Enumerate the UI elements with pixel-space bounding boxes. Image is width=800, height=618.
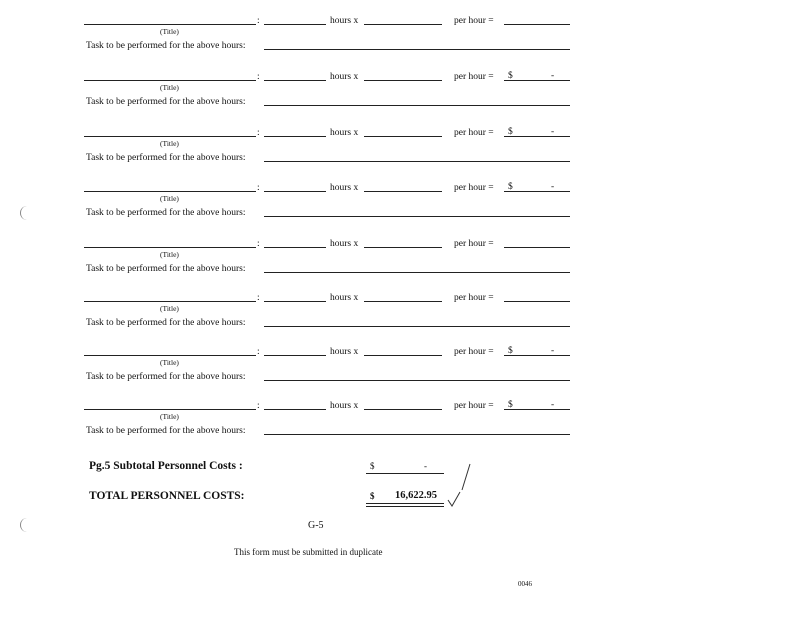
task-input-line[interactable]	[264, 161, 570, 162]
colon-separator: :	[257, 239, 260, 249]
rate-input-line[interactable]	[364, 355, 442, 356]
check-mark-icon	[440, 460, 476, 508]
colon-separator: :	[257, 72, 260, 82]
task-input-line[interactable]	[264, 49, 570, 50]
task-label: Task to be performed for the above hours:	[86, 264, 246, 274]
line-total-value: -	[551, 182, 555, 192]
title-input-line[interactable]	[84, 301, 256, 302]
colon-separator: :	[257, 401, 260, 411]
colon-separator: :	[257, 347, 260, 357]
page-number: G-5	[308, 520, 324, 531]
hours-input-line[interactable]	[264, 80, 326, 81]
subtotal-currency: $	[370, 461, 375, 471]
line-total-input-line[interactable]	[504, 355, 570, 356]
line-total-currency: $	[508, 400, 513, 410]
line-total-input-line[interactable]	[504, 24, 570, 25]
task-input-line[interactable]	[264, 272, 570, 273]
duplicate-note: This form must be submitted in duplicate	[234, 547, 383, 557]
per-hour-label: per hour =	[454, 183, 494, 193]
rate-input-line[interactable]	[364, 24, 442, 25]
title-caption: (Title)	[160, 27, 179, 36]
binder-hole-mark	[20, 206, 29, 220]
line-total-input-line[interactable]	[504, 409, 570, 410]
title-caption: (Title)	[160, 358, 179, 367]
hours-input-line[interactable]	[264, 301, 326, 302]
hours-label: hours x	[330, 347, 359, 357]
per-hour-label: per hour =	[454, 401, 494, 411]
line-total-input-line[interactable]	[504, 247, 570, 248]
colon-separator: :	[257, 293, 260, 303]
per-hour-label: per hour =	[454, 128, 494, 138]
hours-input-line[interactable]	[264, 24, 326, 25]
rate-input-line[interactable]	[364, 247, 442, 248]
subtotal-underline	[366, 473, 444, 474]
task-label: Task to be performed for the above hours:	[86, 97, 246, 107]
title-input-line[interactable]	[84, 191, 256, 192]
line-total-value: -	[551, 71, 555, 81]
line-total-input-line[interactable]	[504, 136, 570, 137]
personnel-row	[0, 287, 800, 341]
title-caption: (Title)	[160, 304, 179, 313]
personnel-row	[0, 341, 800, 395]
hours-input-line[interactable]	[264, 355, 326, 356]
document-stamp: 0046	[518, 580, 532, 588]
colon-separator: :	[257, 128, 260, 138]
line-total-input-line[interactable]	[504, 301, 570, 302]
rate-input-line[interactable]	[364, 136, 442, 137]
hours-input-line[interactable]	[264, 136, 326, 137]
title-input-line[interactable]	[84, 247, 256, 248]
hours-input-line[interactable]	[264, 247, 326, 248]
line-total-currency: $	[508, 71, 513, 81]
task-label: Task to be performed for the above hours:	[86, 208, 246, 218]
total-value: 16,622.95	[395, 490, 437, 501]
task-input-line[interactable]	[264, 105, 570, 106]
subtotal-label: Pg.5 Subtotal Personnel Costs :	[89, 460, 243, 472]
line-total-input-line[interactable]	[504, 80, 570, 81]
task-label: Task to be performed for the above hours:	[86, 153, 246, 163]
line-total-value: -	[551, 400, 555, 410]
title-caption: (Title)	[160, 139, 179, 148]
colon-separator: :	[257, 16, 260, 26]
line-total-currency: $	[508, 182, 513, 192]
hours-label: hours x	[330, 401, 359, 411]
title-caption: (Title)	[160, 412, 179, 421]
personnel-row	[0, 10, 800, 64]
rate-input-line[interactable]	[364, 191, 442, 192]
per-hour-label: per hour =	[454, 16, 494, 26]
hours-label: hours x	[330, 183, 359, 193]
task-label: Task to be performed for the above hours:	[86, 318, 246, 328]
task-label: Task to be performed for the above hours:	[86, 41, 246, 51]
personnel-row	[0, 395, 800, 449]
per-hour-label: per hour =	[454, 72, 494, 82]
personnel-row	[0, 66, 800, 120]
total-label: TOTAL PERSONNEL COSTS:	[89, 490, 245, 502]
task-input-line[interactable]	[264, 380, 570, 381]
rate-input-line[interactable]	[364, 80, 442, 81]
total-currency: $	[370, 491, 375, 501]
per-hour-label: per hour =	[454, 347, 494, 357]
personnel-row	[0, 233, 800, 287]
hours-label: hours x	[330, 128, 359, 138]
hours-label: hours x	[330, 293, 359, 303]
line-total-value: -	[551, 346, 555, 356]
task-label: Task to be performed for the above hours:	[86, 426, 246, 436]
task-input-line[interactable]	[264, 216, 570, 217]
hours-label: hours x	[330, 239, 359, 249]
title-input-line[interactable]	[84, 409, 256, 410]
hours-label: hours x	[330, 16, 359, 26]
task-input-line[interactable]	[264, 434, 570, 435]
title-input-line[interactable]	[84, 24, 256, 25]
title-caption: (Title)	[160, 250, 179, 259]
binder-hole-mark	[20, 518, 29, 532]
personnel-row	[0, 122, 800, 176]
line-total-input-line[interactable]	[504, 191, 570, 192]
title-input-line[interactable]	[84, 355, 256, 356]
total-underline-2	[366, 506, 444, 507]
title-caption: (Title)	[160, 83, 179, 92]
total-underline-1	[366, 503, 444, 504]
line-total-value: -	[551, 127, 555, 137]
title-caption: (Title)	[160, 194, 179, 203]
title-input-line[interactable]	[84, 136, 256, 137]
task-label: Task to be performed for the above hours:	[86, 372, 246, 382]
rate-input-line[interactable]	[364, 409, 442, 410]
per-hour-label: per hour =	[454, 293, 494, 303]
hours-input-line[interactable]	[264, 191, 326, 192]
colon-separator: :	[257, 183, 260, 193]
subtotal-value: -	[424, 461, 427, 471]
personnel-row	[0, 177, 800, 231]
title-input-line[interactable]	[84, 80, 256, 81]
per-hour-label: per hour =	[454, 239, 494, 249]
rate-input-line[interactable]	[364, 301, 442, 302]
task-input-line[interactable]	[264, 326, 570, 327]
line-total-currency: $	[508, 127, 513, 137]
hours-input-line[interactable]	[264, 409, 326, 410]
line-total-currency: $	[508, 346, 513, 356]
hours-label: hours x	[330, 72, 359, 82]
